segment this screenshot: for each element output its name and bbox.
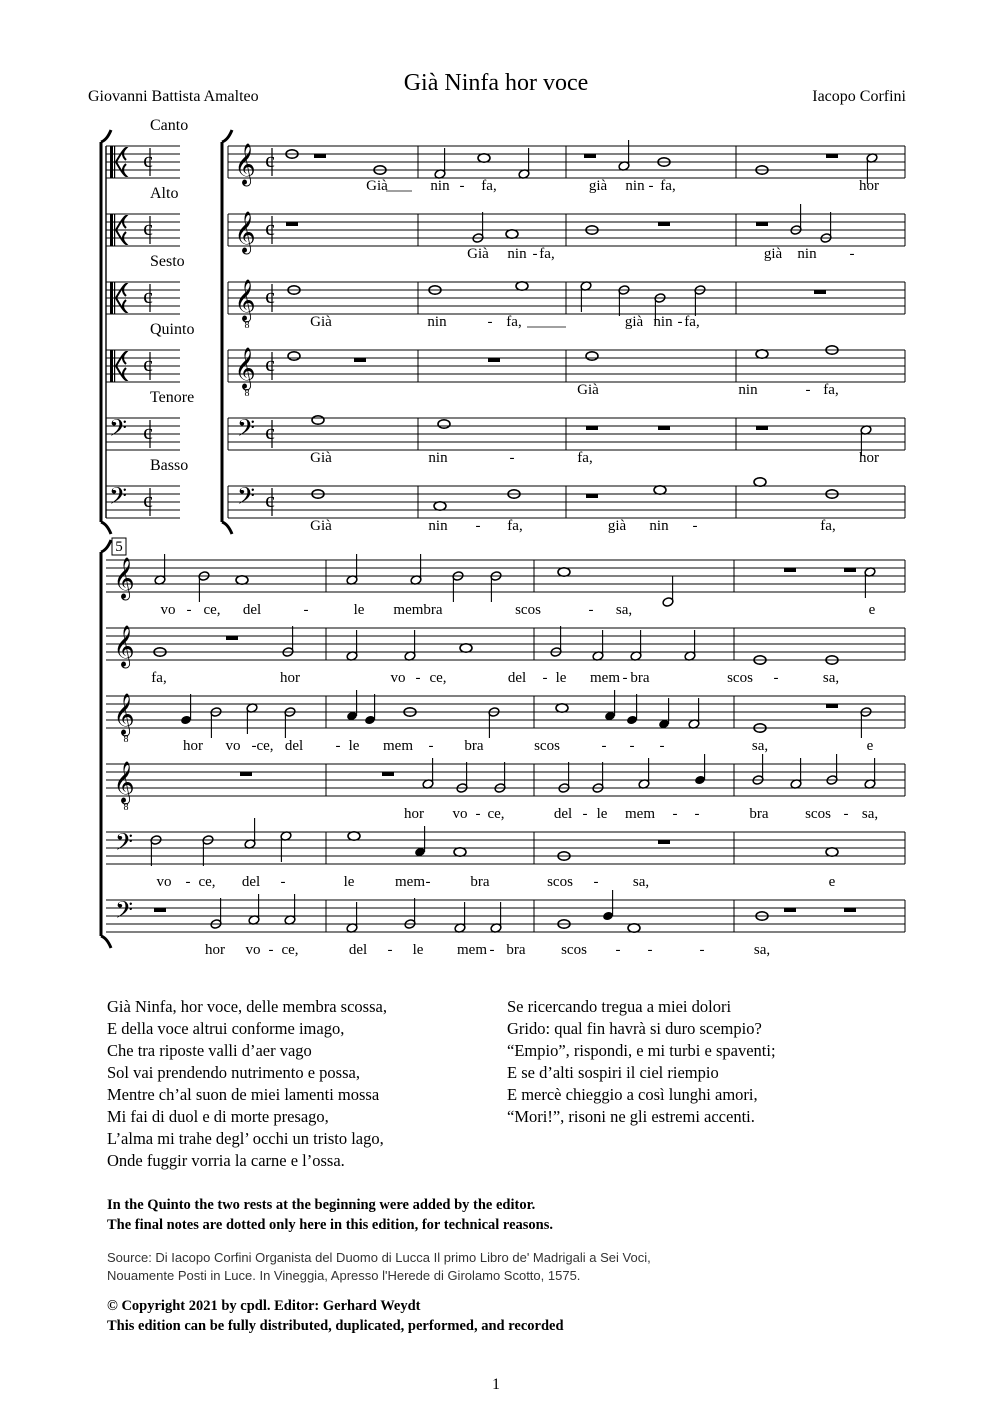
poem-line: Mi fai di duol e di morte presago, xyxy=(107,1107,329,1126)
poem-left-stanza xyxy=(107,996,387,1172)
lyric-syllable: sa, xyxy=(632,874,650,890)
rest xyxy=(814,290,826,294)
lyric-syllable: hor xyxy=(280,670,300,686)
part-name-canto: Canto xyxy=(150,117,189,134)
bass-clef-icon: 𝄢 xyxy=(108,414,128,447)
lyric-syllable: - xyxy=(593,874,599,890)
octave-mark-icon: 8 xyxy=(244,320,250,331)
lyric-syllable: le xyxy=(596,806,608,822)
lyric-syllable: membra xyxy=(393,602,443,618)
system-bracket xyxy=(101,540,111,948)
lyric-syllable: scos xyxy=(547,874,573,890)
lyric-syllable: Già xyxy=(366,178,388,194)
rest xyxy=(756,222,768,226)
lyric-syllable: ce, xyxy=(429,670,447,686)
lyric-syllable: Già xyxy=(467,246,489,262)
lyric-syllable: - xyxy=(185,874,191,890)
whole-note xyxy=(460,644,472,652)
lyric-syllable: - xyxy=(425,874,431,890)
lyric-syllable: - xyxy=(672,806,678,822)
lyric-syllable: fa, xyxy=(577,450,593,466)
c-clef-icon xyxy=(114,282,115,314)
octave-mark-icon: 8 xyxy=(123,734,129,745)
lyric-syllable: fa, xyxy=(820,518,836,534)
lyric-syllable: e xyxy=(868,602,876,618)
lyric-syllable: - xyxy=(659,738,665,754)
lyric-syllable: - xyxy=(280,874,286,890)
bass-clef-icon: 𝄢 xyxy=(114,896,134,929)
whole-note xyxy=(516,282,528,290)
lyric-syllable: ce, xyxy=(198,874,216,890)
poem-line: Grido: qual fin havrà si duro scempio? xyxy=(507,1019,762,1038)
treble-clef-icon: 𝄞 xyxy=(113,626,135,667)
bass-clef-icon: 𝄢 xyxy=(108,482,128,515)
rest xyxy=(586,426,598,430)
lyric-syllable: - xyxy=(475,518,481,534)
lyric-syllable: del xyxy=(284,738,304,754)
c-clef-icon xyxy=(110,350,113,382)
lyric-syllable: del xyxy=(507,670,527,686)
lyric-syllable: e xyxy=(866,738,874,754)
lyric-syllable: hor xyxy=(183,738,203,754)
lyric-syllable: del xyxy=(348,942,368,958)
lyric-syllable: mem xyxy=(383,738,413,754)
part-name-quinto: Quinto xyxy=(150,321,195,338)
lyric-syllable: fa, xyxy=(823,382,839,398)
whole-note xyxy=(438,420,450,428)
common-time-icon: c xyxy=(265,487,275,512)
lyric-syllable: bra xyxy=(630,670,650,686)
copyright-line: © Copyright 2021 by cpdl. Editor: Gerhard Weydt xyxy=(107,1298,421,1314)
lyric-syllable: - xyxy=(647,942,653,958)
lyric-syllable: - xyxy=(773,670,779,686)
source-line: Source: Di Iacopo Corfini Organista del Duomo di Lucca Il primo Libro de' Madrigali a Sei Voci, xyxy=(107,1250,651,1265)
lyric-syllable: mem xyxy=(590,670,620,686)
lyric-syllable: nin xyxy=(428,518,448,534)
lyric-syllable: ce, xyxy=(487,806,505,822)
lyric-syllable: vo xyxy=(156,874,172,890)
common-time-icon: c xyxy=(265,147,275,172)
rest xyxy=(584,154,596,158)
rest xyxy=(658,222,670,226)
lyric-syllable: sa, xyxy=(751,738,769,754)
lyric-syllable: fa, xyxy=(684,314,700,330)
copyright-notice xyxy=(107,1296,564,1336)
lyric-syllable: sa, xyxy=(861,806,879,822)
whole-note xyxy=(556,704,568,712)
rest xyxy=(658,426,670,430)
poem-line: L’alma mi trahe degl’ occhi un tristo lago, xyxy=(107,1129,384,1148)
lyric-syllable: nin xyxy=(430,178,450,194)
rest xyxy=(756,426,768,430)
poem-right-stanza xyxy=(507,996,776,1128)
whole-note xyxy=(454,848,466,856)
common-time-icon: c xyxy=(265,283,275,308)
lyric-syllable: - xyxy=(692,518,698,534)
lyric-syllable: scos xyxy=(561,942,587,958)
poem-line: Sol vai prendendo nutrimento e possa, xyxy=(107,1063,360,1082)
lyric-syllable: - xyxy=(251,738,257,754)
lyric-syllable: vo xyxy=(160,602,176,618)
poem-line: “Mori!”, risoni ne gli estremi accenti. xyxy=(507,1107,755,1126)
lyric-syllable: fa, xyxy=(507,518,523,534)
c-clef-icon xyxy=(114,350,115,382)
lyric-syllable: - xyxy=(509,450,515,466)
lyric-syllable: - xyxy=(648,178,654,194)
page-title: Già Ninfa hor voce xyxy=(403,70,589,96)
lyric-syllable: Già xyxy=(310,450,332,466)
lyric-syllable: ce, xyxy=(203,602,221,618)
lyric-syllable: le xyxy=(348,738,360,754)
bass-clef-icon: 𝄢 xyxy=(236,482,256,515)
lyric-syllable: - xyxy=(699,942,705,958)
rest xyxy=(488,358,500,362)
common-time-icon: c xyxy=(143,351,153,376)
lyric-syllable: - xyxy=(268,942,274,958)
lyric-syllable: - xyxy=(415,670,421,686)
whole-note xyxy=(628,924,640,932)
part-name-tenore: Tenore xyxy=(150,389,195,406)
poem-line: Se ricercando tregua a miei dolori xyxy=(507,997,732,1016)
lyric-syllable: sa, xyxy=(615,602,633,618)
rest xyxy=(784,908,796,912)
whole-note xyxy=(756,350,768,358)
lyric-syllable: le xyxy=(412,942,424,958)
lyric-syllable: nin xyxy=(428,450,448,466)
treble-clef-icon: 𝄞 xyxy=(234,144,256,185)
whole-note xyxy=(558,568,570,576)
treble-clef-icon: 𝄞 xyxy=(113,694,135,735)
whole-note xyxy=(654,486,666,494)
lyric-syllable: nin xyxy=(797,246,817,262)
lyric-syllable: - xyxy=(335,738,341,754)
lyric-syllable: del xyxy=(553,806,573,822)
lyric-syllable: bra xyxy=(464,738,484,754)
poem-line: Mentre ch’al suon de miei lamenti mossa xyxy=(107,1085,380,1104)
rest xyxy=(844,568,856,572)
lyric-syllable: vo xyxy=(452,806,468,822)
octave-mark-icon: 8 xyxy=(244,388,250,399)
copyright-line: This edition can be fully distributed, duplicated, performed, and recorded xyxy=(107,1318,564,1334)
lyric-syllable: nin xyxy=(625,178,645,194)
system-bracket xyxy=(222,130,232,534)
lyric-syllable: - xyxy=(629,738,635,754)
treble-clef-icon: 𝄞 xyxy=(234,280,256,321)
rest xyxy=(658,840,670,844)
whole-note xyxy=(754,478,766,486)
rest xyxy=(586,494,598,498)
lyric-syllable: mem xyxy=(395,874,425,890)
rest xyxy=(382,772,394,776)
poem-line: Onde fuggir vorria la carne e l’ossa. xyxy=(107,1151,345,1170)
lyric-syllable: fa, xyxy=(660,178,676,194)
c-clef-icon xyxy=(114,214,115,246)
lyric-syllable: - xyxy=(601,738,607,754)
lyric-syllable: scos xyxy=(727,670,753,686)
lyric-syllable: del xyxy=(242,602,262,618)
lyric-syllable: nin xyxy=(738,382,758,398)
common-time-icon: c xyxy=(265,351,275,376)
c-clef-icon xyxy=(110,146,113,178)
lyric-syllable: bra xyxy=(470,874,490,890)
poem-line: “Empio”, rispondi, e mi turbi e spaventi; xyxy=(507,1041,776,1060)
treble-clef-icon: 𝄞 xyxy=(234,348,256,389)
lyric-syllable: - xyxy=(489,942,495,958)
lyric-syllable: - xyxy=(475,806,481,822)
lyric-syllable: le xyxy=(555,670,567,686)
poem-line: E se d’alti sospiri il ciel riempio xyxy=(507,1063,719,1082)
whole-note xyxy=(348,832,360,840)
c-clef-icon xyxy=(110,282,113,314)
lyric-syllable: hor xyxy=(859,450,879,466)
lyric-syllable: Già xyxy=(577,382,599,398)
treble-clef-icon: 𝄞 xyxy=(113,558,135,599)
part-name-alto: Alto xyxy=(150,185,179,202)
lyric-syllable: - xyxy=(849,246,855,262)
treble-clef-icon: 𝄞 xyxy=(234,212,256,253)
part-name-sesto: Sesto xyxy=(150,253,185,270)
lyric-syllable: vo xyxy=(225,738,241,754)
rest xyxy=(286,222,298,226)
lyric-syllable: - xyxy=(622,670,628,686)
lyric-syllable: fa, xyxy=(481,178,497,194)
source-line: Nouamente Posti in Luce. In Vineggia, Apresso l'Herede di Girolamo Scotto, 1575. xyxy=(107,1268,581,1283)
whole-note xyxy=(586,352,598,360)
lyric-syllable: fa, xyxy=(151,670,167,686)
lyric-syllable: nin xyxy=(649,518,669,534)
lyric-syllable: Già xyxy=(310,314,332,330)
poem-line: E della voce altrui conforme imago, xyxy=(107,1019,345,1038)
common-time-icon: c xyxy=(143,487,153,512)
lyric-syllable: mem xyxy=(457,942,487,958)
lyric-syllable: vo xyxy=(245,942,261,958)
lyric-syllable: fa, xyxy=(539,246,555,262)
lyric-syllable: - xyxy=(843,806,849,822)
whole-note xyxy=(478,154,490,162)
whole-note xyxy=(312,416,324,424)
lyric-syllable: nin xyxy=(427,314,447,330)
poem-line: E mercè chieggio a così lunghi amori, xyxy=(507,1085,758,1104)
lyric-syllable: - xyxy=(694,806,700,822)
lyric-syllable: - xyxy=(615,942,621,958)
lyric-syllable: vo xyxy=(390,670,406,686)
lyric-syllable: - xyxy=(542,670,548,686)
lyric-syllable: hor xyxy=(205,942,225,958)
octave-mark-icon: 8 xyxy=(123,802,129,813)
lyric-syllable: scos xyxy=(805,806,831,822)
rest xyxy=(844,908,856,912)
source-citation xyxy=(107,1249,651,1285)
editorial-notes xyxy=(107,1195,553,1235)
treble-clef-icon: 𝄞 xyxy=(113,762,135,803)
common-time-icon: c xyxy=(265,419,275,444)
lyric-syllable: - xyxy=(387,942,393,958)
poem-line: Già Ninfa, hor voce, delle membra scossa, xyxy=(107,997,387,1016)
lyric-syllable: sa, xyxy=(753,942,771,958)
page-number: 1 xyxy=(492,1376,500,1393)
bass-clef-icon: 𝄢 xyxy=(114,828,134,861)
rest xyxy=(314,154,326,158)
lyric-syllable: - xyxy=(805,382,811,398)
lyric-syllable: - xyxy=(677,314,683,330)
measure-number: 5 xyxy=(115,539,123,555)
lyric-syllable: mem xyxy=(625,806,655,822)
lyric-syllable: - xyxy=(428,738,434,754)
lyric-syllable: - xyxy=(303,602,309,618)
rest xyxy=(784,568,796,572)
common-time-icon: c xyxy=(143,419,153,444)
lyric-syllable: nin xyxy=(507,246,527,262)
whole-note xyxy=(434,502,446,510)
lyric-syllable: già xyxy=(588,178,608,194)
c-clef-icon xyxy=(114,146,115,178)
lyric-syllable: ce, xyxy=(256,738,274,754)
part-name-basso: Basso xyxy=(150,457,189,474)
rest xyxy=(354,358,366,362)
lyric-syllable: già xyxy=(624,314,644,330)
bass-clef-icon: 𝄢 xyxy=(236,414,256,447)
lyric-syllable: fa, xyxy=(506,314,522,330)
lyric-syllable: le xyxy=(343,874,355,890)
poem-line: Che tra riposte valli d’aer vago xyxy=(107,1041,312,1060)
common-time-icon: c xyxy=(265,215,275,240)
lyric-syllable: bra xyxy=(506,942,526,958)
common-time-icon: c xyxy=(143,147,153,172)
editorial-note: In the Quinto the two rests at the beginning were added by the editor. xyxy=(107,1197,536,1213)
whole-note xyxy=(288,352,300,360)
lyric-syllable: le xyxy=(353,602,365,618)
common-time-icon: c xyxy=(143,283,153,308)
whole-note xyxy=(826,848,838,856)
editorial-note: The final notes are dotted only here in this edition, for technical reasons. xyxy=(107,1217,554,1233)
whole-note xyxy=(236,576,248,584)
lyric-syllable: e xyxy=(828,874,836,890)
lyric-syllable: - xyxy=(459,178,465,194)
lyric-syllable: - xyxy=(186,602,192,618)
poet-name: Giovanni Battista Amalteo xyxy=(88,88,259,105)
lyric-syllable: già xyxy=(607,518,627,534)
lyric-syllable: - xyxy=(532,246,538,262)
rest xyxy=(240,772,252,776)
lyric-syllable: nin xyxy=(653,314,673,330)
lyric-syllable: - xyxy=(487,314,493,330)
c-clef-icon xyxy=(110,214,113,246)
lyric-syllable: - xyxy=(582,806,588,822)
lyric-syllable: - xyxy=(588,602,594,618)
rest xyxy=(826,704,838,708)
lyric-syllable: Già xyxy=(310,518,332,534)
lyric-syllable: bra xyxy=(749,806,769,822)
lyric-syllable: hor xyxy=(859,178,879,194)
lyric-syllable: scos xyxy=(515,602,541,618)
lyric-syllable: del xyxy=(241,874,261,890)
rest xyxy=(226,636,238,640)
lyric-syllable: già xyxy=(763,246,783,262)
lyric-syllable: ce, xyxy=(281,942,299,958)
lyric-syllable: hor xyxy=(404,806,424,822)
lyric-syllable: scos xyxy=(534,738,560,754)
rest xyxy=(154,908,166,912)
common-time-icon: c xyxy=(143,215,153,240)
lyric-syllable: sa, xyxy=(822,670,840,686)
whole-note xyxy=(506,230,518,238)
rest xyxy=(826,154,838,158)
composer-name: Iacopo Corfini xyxy=(812,88,906,105)
